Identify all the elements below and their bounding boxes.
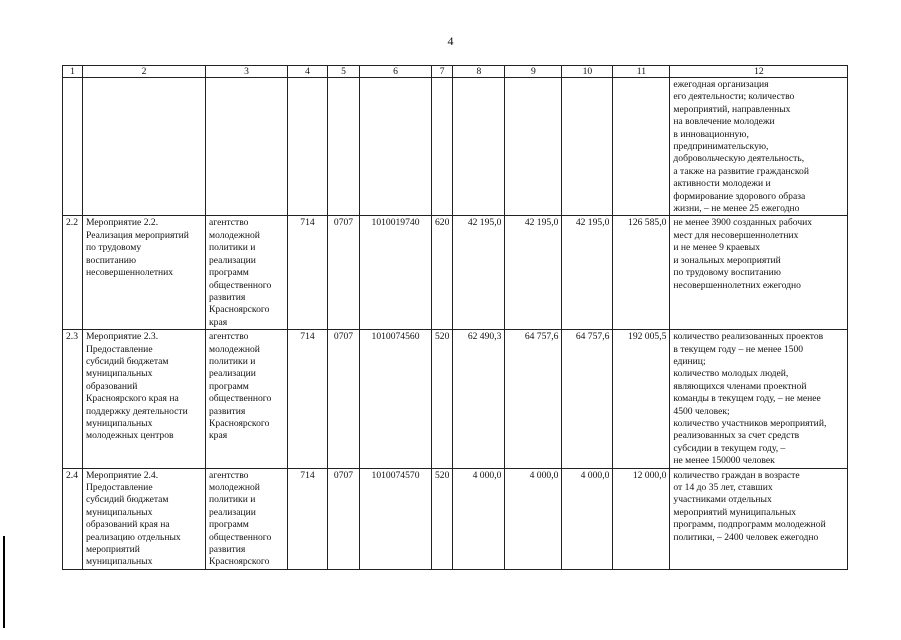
cell-col5 <box>328 78 360 216</box>
row-number: 2.2 <box>63 216 83 330</box>
cell-col10: 64 757,6 <box>562 330 613 468</box>
header-row <box>63 66 848 78</box>
table-row <box>63 78 848 216</box>
cell-col11: 192 005,5 <box>613 330 670 468</box>
cell-col7: 520 <box>432 468 453 569</box>
cell-col6: 1010074560 <box>360 330 432 468</box>
cell-col9: 42 195,0 <box>505 216 562 330</box>
cell-col10: 42 195,0 <box>562 216 613 330</box>
cell-col8: 4 000,0 <box>453 468 505 569</box>
column-header: 9 <box>505 66 562 78</box>
measures-table <box>62 65 848 570</box>
cell-col5: 0707 <box>328 468 360 569</box>
expected-result: ежегодная организация его деятельности; количество мероприятий, направленных на вовлечение молодежи в инновационную, предпринимательскую, добровольческую деятельность, а также на развитие гражданской активности молодежи и формирование здорового образа жизни, – не менее 25 ежегодно <box>670 78 848 216</box>
measure-title: Мероприятие 2.4. Предоставление субсидий бюджетам муниципальных образований края на реализацию отдельных мероприятий муниципальных <box>83 468 206 569</box>
expected-result: количество реализованных проектов в текущем году – не менее 1500 единиц; количество молодых людей, являющихся членами проектной команды в текущем году, – не менее 4500 человек; количество участников мероприятий, реализованных за счет средств субсидии в текущем году, – не менее 150000 человек <box>670 330 848 468</box>
row-number: 2.3 <box>63 330 83 468</box>
column-header: 1 <box>63 66 83 78</box>
measure-title: Мероприятие 2.2. Реализация мероприятий по трудовому воспитанию несовершеннолетних <box>83 216 206 330</box>
cell-col8: 62 490,3 <box>453 330 505 468</box>
cell-col9 <box>505 78 562 216</box>
cell-col5: 0707 <box>328 330 360 468</box>
scan-edge-mark <box>3 536 5 628</box>
table-row <box>63 216 848 330</box>
measure-title <box>83 78 206 216</box>
table-row <box>63 468 848 569</box>
expected-result: не менее 3900 созданных рабочих мест для несовершеннолетних и не менее 9 краевых и зональных мероприятий по трудовому воспитанию несовершеннолетних ежегодно <box>670 216 848 330</box>
cell-col11: 12 000,0 <box>613 468 670 569</box>
column-header: 5 <box>328 66 360 78</box>
row-number: 2.4 <box>63 468 83 569</box>
cell-col9: 64 757,6 <box>505 330 562 468</box>
executor: агентство молодежной политики и реализации программ общественного развития Красноярского края <box>206 216 288 330</box>
executor: агентство молодежной политики и реализации программ общественного развития Красноярского края <box>206 330 288 468</box>
executor: агентство молодежной политики и реализации программ общественного развития Красноярского <box>206 468 288 569</box>
cell-col5: 0707 <box>328 216 360 330</box>
column-header: 7 <box>432 66 453 78</box>
measure-title: Мероприятие 2.3. Предоставление субсидий бюджетам муниципальных образований Красноярского края на поддержку деятельности муниципальных молодежных центров <box>83 330 206 468</box>
cell-col8: 42 195,0 <box>453 216 505 330</box>
column-header: 6 <box>360 66 432 78</box>
column-header: 10 <box>562 66 613 78</box>
executor <box>206 78 288 216</box>
cell-col9: 4 000,0 <box>505 468 562 569</box>
column-header: 11 <box>613 66 670 78</box>
column-header: 2 <box>83 66 206 78</box>
cell-col7: 620 <box>432 216 453 330</box>
table-row <box>63 330 848 468</box>
cell-col6 <box>360 78 432 216</box>
column-header: 8 <box>453 66 505 78</box>
cell-col7: 520 <box>432 330 453 468</box>
cell-col4: 714 <box>288 216 328 330</box>
cell-col8 <box>453 78 505 216</box>
column-header: 12 <box>670 66 848 78</box>
cell-col10 <box>562 78 613 216</box>
cell-col4: 714 <box>288 330 328 468</box>
cell-col4 <box>288 78 328 216</box>
column-header: 3 <box>206 66 288 78</box>
cell-col6: 1010074570 <box>360 468 432 569</box>
cell-col4: 714 <box>288 468 328 569</box>
cell-col10: 4 000,0 <box>562 468 613 569</box>
column-header: 4 <box>288 66 328 78</box>
cell-col7 <box>432 78 453 216</box>
page-number: 4 <box>447 34 454 48</box>
row-number <box>63 78 83 216</box>
cell-col11 <box>613 78 670 216</box>
cell-col6: 1010019740 <box>360 216 432 330</box>
expected-result: количество граждан в возрасте от 14 до 35 лет, ставших участниками отдельных мероприятий муниципальных программ, подпрограмм молодежной политики, – 2400 человек ежегодно <box>670 468 848 569</box>
cell-col11: 126 585,0 <box>613 216 670 330</box>
